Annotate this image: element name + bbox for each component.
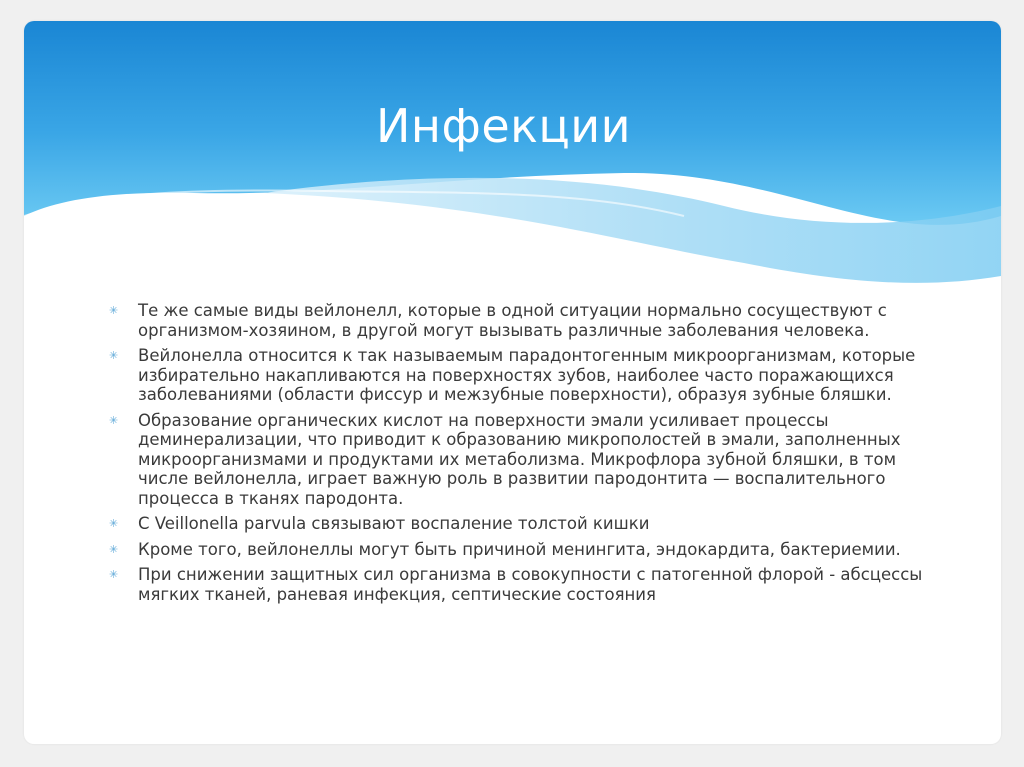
asterisk-bullet-icon: ✳	[109, 304, 119, 317]
asterisk-bullet-icon: ✳	[109, 542, 119, 556]
bullet-text: С Veillonella parvula связывают воспаление толстой кишки	[138, 514, 650, 533]
asterisk-bullet-icon: ✳	[109, 517, 119, 530]
list-item	[106, 411, 926, 509]
asterisk-bullet-icon: ✳	[109, 568, 119, 581]
asterisk-bullet-icon: ✳	[109, 349, 119, 362]
list-item	[106, 301, 926, 340]
list-item	[106, 514, 926, 534]
bullet-text: Те же самые виды вейлонелл, которые в одной ситуации нормально сосуществуют с организмом-хозяином, в другой могут вызывать различные заболевания человека.	[138, 301, 887, 340]
list-item	[106, 346, 926, 405]
slide-title: Инфекции	[376, 99, 632, 153]
list-item	[106, 540, 926, 560]
bullet-text: Кроме того, вейлонеллы могут быть причиной менингита, эндокардита, бактериемии.	[138, 539, 901, 559]
asterisk-bullet-icon: ✳	[109, 413, 119, 427]
slide	[24, 21, 1001, 744]
bullet-text: Вейлонелла относится к так называемым парадонтогенным микроорганизмам, которые избирательно накапливаются на поверхностях зубов, наиболее часто поражающихся заболеваниями (области фиссур и межзубные поверхности), образуя зубные бляшки.	[138, 346, 916, 404]
bullet-text: Образование органических кислот на поверхности эмали усиливает процессы деминерализации, что приводит к образованию микрополостей в эмали, заполненных микроорганизмами и продуктами их метаболизма. Микрофлора зубной бляшки, в том числе вейлонелла, играет важную роль в развитии пародонтита — воспалительного процесса в тканях пародонта.	[138, 410, 901, 508]
header-wave-background	[24, 21, 1001, 311]
bullet-text: При снижении защитных сил организма в совокупности с патогенной флорой - абсцессы мягких тканей, раневая инфекция, септические состояния	[138, 565, 923, 604]
bullet-list	[106, 301, 926, 610]
list-item	[106, 565, 926, 604]
